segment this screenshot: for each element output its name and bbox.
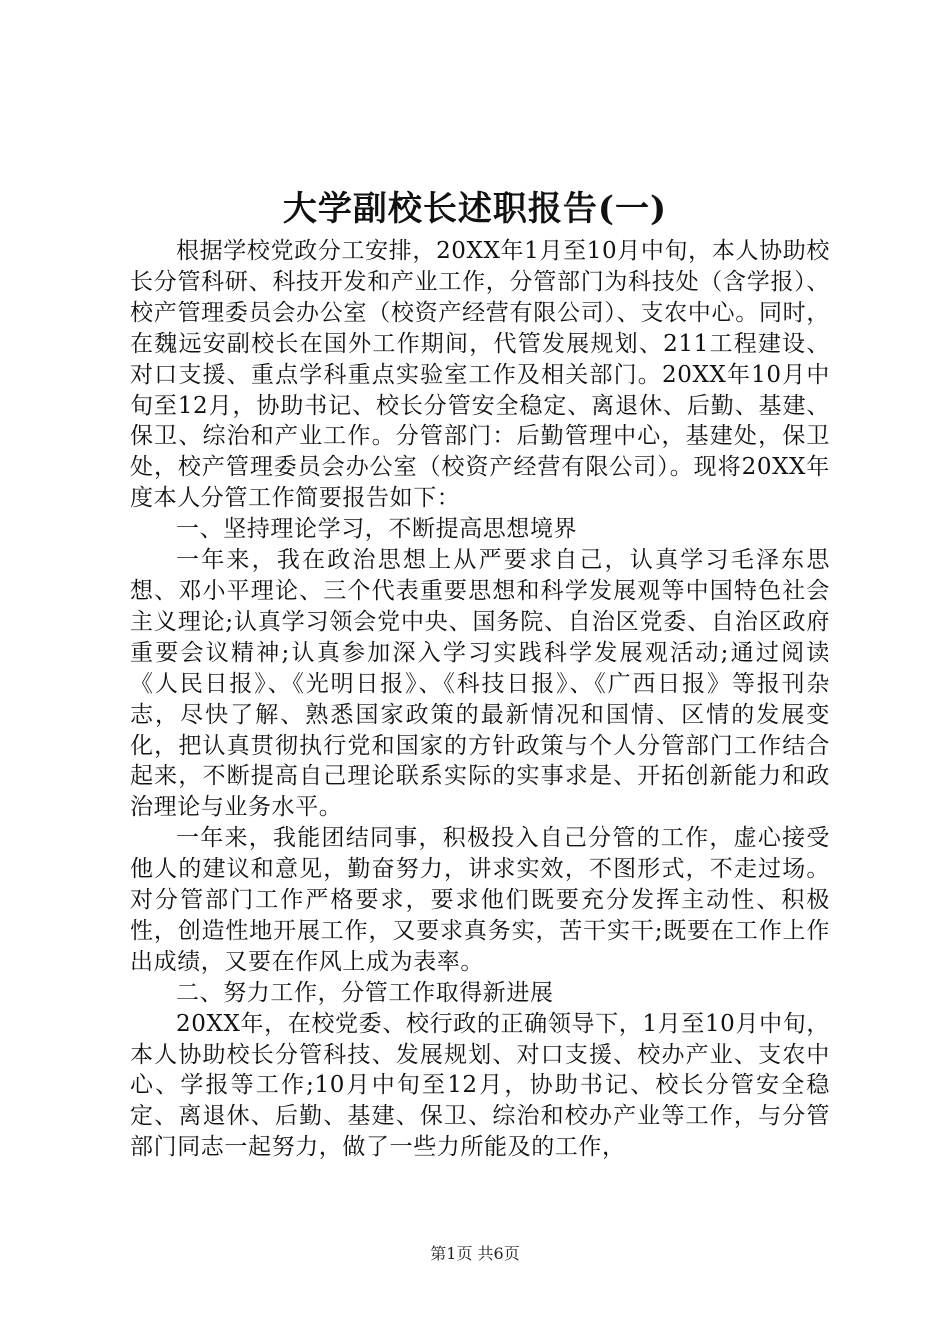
page-number-footer: 第1页 共6页 [430, 1244, 520, 1263]
document-title: 大学副校长述职报告(一) [282, 189, 668, 229]
paragraph-theory-study: 一年来，我在政治思想上从严要求自己，认真学习毛泽东思想、邓小平理论、三个代表重要思想和科学发展观等中国特色社会主义理论;认真学习领会党中央、国务院、自治区党委、自治区政府重要会议精神;认真参加深入学习实践科学发展观活动;通过阅读《人民日报》、《光明日报》、《科技日报》、《广西日报》等报刊杂志，尽快了解、熟悉国家政策的最新情况和国情、区情的发展变化，把认真贯彻执行党和国家的方针政策与个人分管部门工作结合起来，不断提高自己理论联系实际的实事求是、开拓创新能力和政治理论与业务水平。 [130, 547, 830, 821]
document-body [130, 236, 830, 1163]
paragraph-intro: 根据学校党政分工安排，20XX年1月至10月中旬，本人协助校长分管科研、科技开发和产业工作，分管部门为科技处（含学报）、校产管理委员会办公室（校资产经营有限公司）、支农中心。同时，在魏远安副校长在国外工作期间，代管发展规划、211工程建设、对口支援、重点学科重点实验室工作及相关部门。20XX年10月中旬至12月，协助书记、校长分管安全稳定、离退休、后勤、基建、保卫、综治和产业工作。分管部门：后勤管理中心，基建处，保卫处，校产管理委员会办公室（校资产经营有限公司）。现将20XX年度本人分管工作简要报告如下： [130, 238, 830, 512]
section-heading-2: 二、努力工作，分管工作取得新进展 [176, 979, 554, 1006]
section-heading-1: 一、坚持理论学习，不断提高思想境界 [176, 516, 578, 543]
paragraph-teamwork: 一年来，我能团结同事，积极投入自己分管的工作，虚心接受他人的建议和意见，勤奋努力，讲求实效，不图形式，不走过场。对分管部门工作严格要求，要求他们既要充分发挥主动性、积极性，创造性地开展工作，又要求真务实，苦干实干;既要在工作上作出成绩，又要在作风上成为表率。 [130, 825, 830, 975]
paragraph-work-progress: 20XX年，在校党委、校行政的正确领导下，1月至10月中旬，本人协助校长分管科技、发展规划、对口支援、校办产业、支农中心、学报等工作;10月中旬至12月，协助书记、校长分管安全稳定、离退休、后勤、基建、保卫、综治和校办产业等工作，与分管部门同志一起努力，做了一些力所能及的工作， [130, 1010, 830, 1161]
